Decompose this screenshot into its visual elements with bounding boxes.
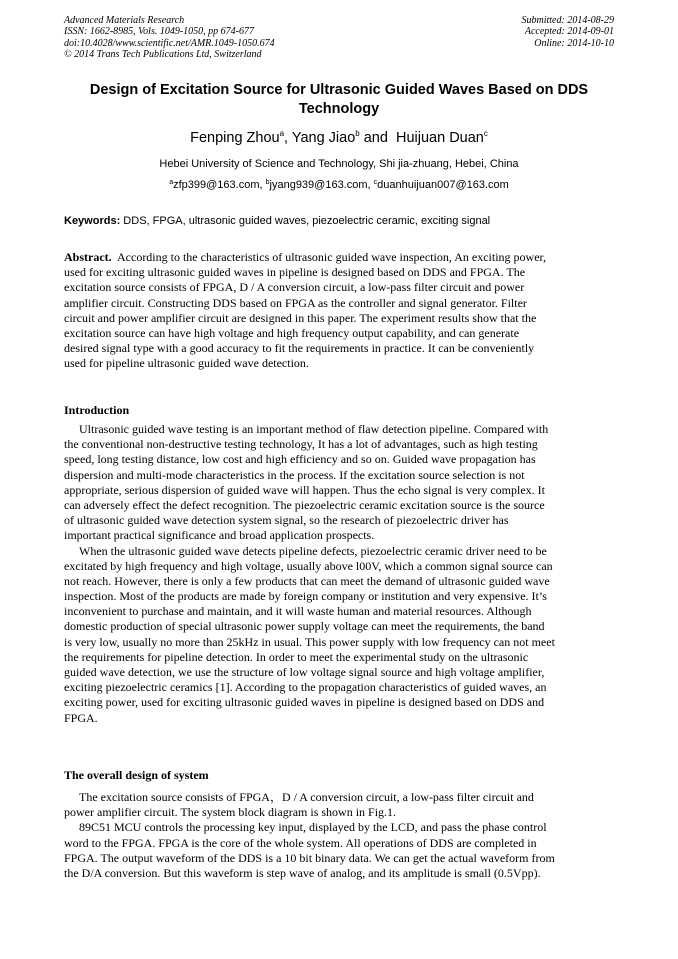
author-list [40,128,638,148]
author-3-mark: c [483,129,488,138]
email-3-mark: c [373,179,378,186]
body-line: When the ultrasonic guided wave detects pipeline defects, piezoelectric ceramic driver need to be [79,543,547,558]
abstract-label: Abstract. [64,250,112,264]
body-line: Ultrasonic guided wave testing is an important method of flaw detection pipeline. Compared with [79,422,549,436]
author-sep-2: and [359,130,396,146]
abstract-line: amplifier circuit. Constructing DDS based on FPGA as the controller and signal generator. Filter [64,295,527,310]
body-line: exciting piezoelectric ceramics [1]. According to the propagation characteristics of guided waves, an [64,680,547,695]
introduction-body [64,422,614,726]
email-3: duanhuijuan007@163.com [377,179,509,191]
body-line: exciting power, used for exciting ultrasonic guided waves in pipeline is designed based on DDS and [64,695,545,710]
abstract [64,250,614,372]
body-line: The excitation source consists of FPGA，D / A conversion circuit, a low-pass filter circuit and [79,790,534,804]
keywords [64,214,614,228]
section-heading-introduction: Introduction [64,403,130,417]
author-1-mark: a [279,129,285,138]
body-line: power amplifier circuit. The system block diagram is shown in Fig.1. [64,805,397,820]
overall-design-body [64,790,614,881]
body-line: the D/A conversion. But this waveform is step wave of analog, and its amplitude is small (0.5Vpp). [64,865,541,880]
body-line: FPGA. The output waveform of the DDS is a 10 bit binary data. We can get the actual waveform from [64,850,555,865]
body-line: the conventional non-destructive testing technology, It has a lot of advantages, such as high testing [64,437,538,452]
author-1: Fenping Zhou [190,130,280,146]
body-line: 89C51 MCU controls the processing key input, displayed by the LCD, and pass the phase control [79,820,547,835]
body-line: the requirements for pipeline detection. In order to meet the experimental study on the ultrasonic [64,649,529,664]
abstract-line: Abstract. According to the characteristics of ultrasonic guided wave inspection, An exciting power, [64,250,547,264]
keywords-label: Keywords: [64,215,121,227]
author-2-mark: b [355,129,360,138]
abstract-line: circuit and power amplifier circuit are designed in this paper. The experiment results show that the [64,310,537,325]
body-line: FPGA. [64,710,98,725]
email-2-mark: b [265,179,270,186]
abstract-line: desired signal type with a good accuracy to fit the requirements in practice. It can be conveniently [64,341,535,356]
journal-info [64,15,275,60]
keywords-text: DDS, FPGA, ultrasonic guided waves, piezoelectric ceramic, exciting signal [120,215,491,227]
journal-doi: doi:10.4028/www.scientific.net/AMR.1049-1050.674 [64,37,275,49]
submitted-date: Submitted: 2014-08-29 [521,15,614,26]
body-line: speed, long testing distance, low cost and high efficiency and so on. Guided wave propagation has [64,452,536,467]
body-line: inconvenient to purchase and maintain, and it will waste human and material resources. Although [64,604,532,619]
body-line: can adversely effect the defect recognition. The piezoelectric ceramic excitation source is the source [64,497,545,512]
section-heading-overall-design: The overall design of system [64,768,209,782]
journal-name: Advanced Materials Research [64,15,185,26]
body-line: appropriate, serious dispersion of guided wave will happen. Thus the echo signal is very complex. It [64,482,545,497]
title-line-1: Design of Excitation Source for Ultrasonic Guided Waves Based on DDS [89,82,589,98]
affiliation: Hebei University of Science and Technology, Shi jia-zhuang, Hebei, China [159,158,519,170]
abstract-line: used for exciting ultrasonic guided waves in pipeline is designed based on DDS and FPGA. The [64,265,526,280]
abstract-line: excitation source consists of FPGA, D / A conversion circuit, a low-pass filter circuit and power [64,280,525,295]
author-sep-1: , [284,130,292,146]
body-line: important practical significance and broad application prospects. [64,528,375,543]
journal-issn: ISSN: 1662-8985, Vols. 1049-1050, pp 674-677 [64,26,254,38]
body-line: of ultrasonic guided wave detection system signal, so the research of piezoelectric driver has [64,513,509,528]
author-3: Huijuan Duan [396,130,484,146]
author-2: Yang Jiao [291,130,356,146]
title-line-2: Technology [298,101,380,117]
body-line: is very low, usually no more than 25kHz in usual. This power supply with low frequency can not meet [64,634,555,649]
email-1: zfp399@163.com, [173,179,266,191]
body-line: word to the FPGA. FPGA is the core of the whole system. All operations of DDS are completed in [64,835,537,850]
accepted-date: Accepted: 2014-09-01 [524,26,614,38]
body-line: excitated by high frequency and high voltage, usually above l00V, which a common signal source can [64,558,553,573]
abstract-line: excitation source can have high voltage and high frequency output capability, and can generate [64,325,520,340]
body-line: inspection. Most of the products are made by foreign company or institution and very expensive. It’s [64,589,547,604]
body-line: guided wave detection, we use the structure of low voltage signal source and high voltage amplifier, [64,665,545,679]
online-date: Online: 2014-10-10 [534,37,614,49]
body-line: domestic production of special ultrasonic power supply voltage can meet the requirements, the band [64,619,545,634]
author-emails [40,178,638,192]
email-2: jyang939@163.com, [269,179,374,191]
body-line: not reach. However, there is only a few products that can meet the demand of ultrasonic guided wave [64,573,550,588]
submission-dates [522,15,615,49]
paper-title [40,81,638,119]
journal-copyright: © 2014 Trans Tech Publications Ltd, Switzerland [64,48,262,60]
body-line: dispersion and multi-mode characteristics in the process. If the excitation source selection is not [64,467,525,482]
email-1-mark: a [169,179,174,186]
abstract-line: used for pipeline ultrasonic guided wave detection. [64,356,309,371]
